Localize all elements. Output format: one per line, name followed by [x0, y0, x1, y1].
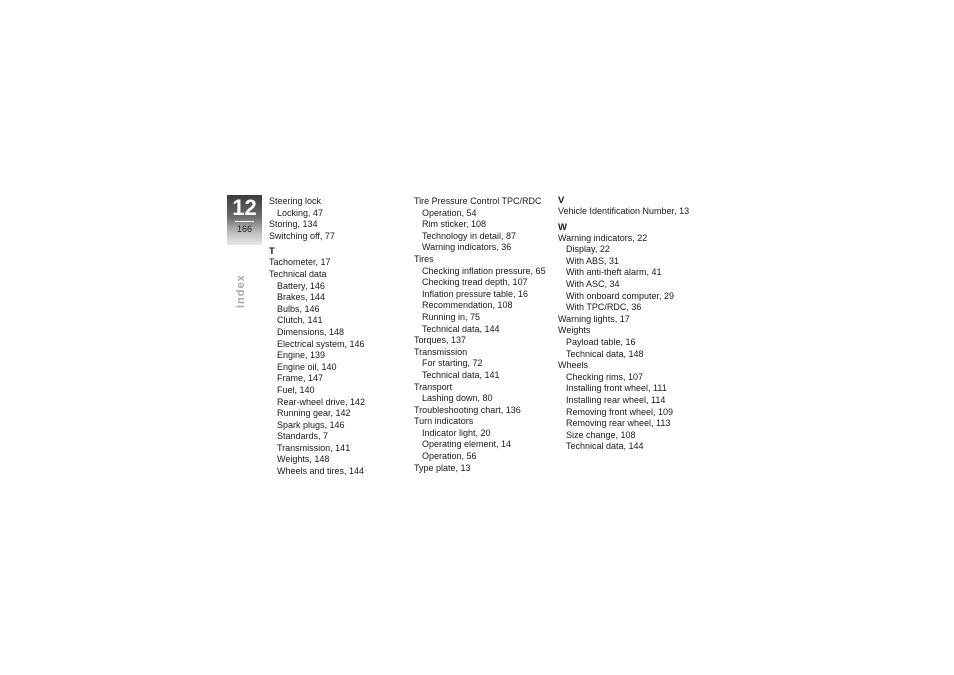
index-subentry: Running gear, 142: [277, 408, 351, 419]
index-subentry: Technical data, 141: [422, 369, 500, 380]
index-entry: Tires: [414, 253, 434, 264]
index-entry: Tire Pressure Control TPC/RDC: [414, 196, 542, 206]
index-subentry: Lashing down, 80: [422, 393, 493, 404]
index-subentry: Removing rear wheel, 113: [566, 418, 671, 429]
index-entry: Steering lock: [269, 196, 322, 206]
index-subentry: Fuel, 140: [277, 384, 315, 395]
index-entry: Wheels: [558, 360, 589, 371]
index-subentry: With onboard computer, 29: [566, 290, 675, 301]
index-subentry: Size change, 108: [566, 429, 636, 440]
index-subentry: For starting, 72: [422, 358, 483, 369]
index-subentry: Operating element, 14: [422, 439, 512, 450]
index-entry: Vehicle Identification Number, 13: [558, 206, 690, 216]
index-subentry: Brakes, 144: [277, 292, 326, 303]
index-subentry: Standards, 7: [277, 431, 329, 442]
index-subentry: Engine, 139: [277, 350, 326, 361]
index-entry: Transmission: [414, 346, 468, 357]
index-subentry: Rear-wheel drive, 142: [277, 396, 366, 407]
index-subentry: Dimensions, 148: [277, 326, 345, 337]
index-letter-heading: V: [558, 195, 565, 206]
index-entry: Switching off, 77: [269, 230, 335, 241]
index-entry: Warning indicators, 22: [558, 232, 648, 243]
index-subentry: Display, 22: [566, 244, 610, 255]
index-subentry: Technical data, 144: [566, 441, 644, 452]
index-subentry: Wheels and tires, 144: [277, 466, 365, 477]
index-entry: Tachometer, 17: [269, 257, 331, 268]
chapter-tab: [227, 195, 262, 245]
chapter-number: 12: [232, 195, 257, 220]
index-subentry: Transmission, 141: [277, 442, 351, 453]
index-entry: Turn indicators: [414, 416, 474, 427]
index-subentry: Operation, 54: [422, 207, 477, 218]
index-subentry: Weights, 148: [277, 454, 330, 465]
index-subentry: Technical data, 148: [566, 348, 644, 359]
index-column-3: [558, 196, 708, 453]
index-subentry: Warning indicators, 36: [422, 242, 512, 253]
index-subentry: Checking tread depth, 107: [422, 277, 528, 288]
index-entry: Torques, 137: [414, 335, 467, 346]
index-subentry: Installing front wheel, 111: [566, 383, 667, 394]
index-subentry: Spark plugs, 146: [277, 419, 345, 430]
index-entry: Weights: [558, 325, 591, 336]
index-subentry: Rim sticker, 108: [422, 219, 487, 230]
index-subentry: Checking inflation pressure, 65: [422, 265, 546, 276]
index-subentry: Battery, 146: [277, 280, 325, 291]
index-subentry: Recommendation, 108: [422, 300, 513, 311]
index-subentry: Payload table, 16: [566, 336, 636, 347]
index-subentry: Clutch, 141: [277, 315, 323, 326]
index-subentry: Operation, 56: [422, 451, 477, 462]
index-subentry: Technology in detail, 87: [422, 230, 517, 241]
index-letter-heading: T: [269, 246, 275, 258]
index-subentry: Installing rear wheel, 114: [566, 394, 666, 405]
index-entry: Troubleshooting chart, 136: [414, 404, 521, 415]
index-subentry: Removing front wheel, 109: [566, 406, 674, 417]
index-subentry: Frame, 147: [277, 373, 324, 384]
index-subentry: With anti-theft alarm, 41: [566, 267, 662, 278]
index-subentry: Electrical system, 146: [277, 338, 365, 349]
index-entry: Warning lights, 17: [558, 313, 630, 324]
index-letter-heading: W: [558, 221, 567, 233]
index-subentry: Indicator light, 20: [422, 427, 491, 438]
index-entry: Storing, 134: [269, 219, 318, 230]
section-label: Index: [235, 274, 247, 308]
index-subentry: With TPC/RDC, 36: [566, 302, 642, 313]
index-subentry: With ASC, 34: [566, 278, 620, 289]
index-subentry: Checking rims, 107: [566, 371, 644, 382]
index-subentry: Running in, 75: [422, 311, 481, 322]
chapter-divider: [235, 221, 254, 222]
index-subentry: Inflation pressure table, 16: [422, 288, 529, 299]
index-entry: Transport: [414, 381, 453, 392]
index-subentry: Engine oil, 140: [277, 361, 337, 372]
index-subentry: Technical data, 144: [422, 323, 500, 334]
index-entry: Technical data: [269, 268, 327, 279]
index-subentry: Bulbs, 146: [277, 303, 320, 314]
index-subentry: Locking, 47: [277, 207, 324, 218]
index-subentry: With ABS, 31: [566, 255, 620, 266]
index-column-1: [269, 196, 419, 478]
index-column-2: [414, 196, 564, 474]
index-entry: Type plate, 13: [414, 462, 471, 473]
page-number: 166: [236, 224, 253, 234]
